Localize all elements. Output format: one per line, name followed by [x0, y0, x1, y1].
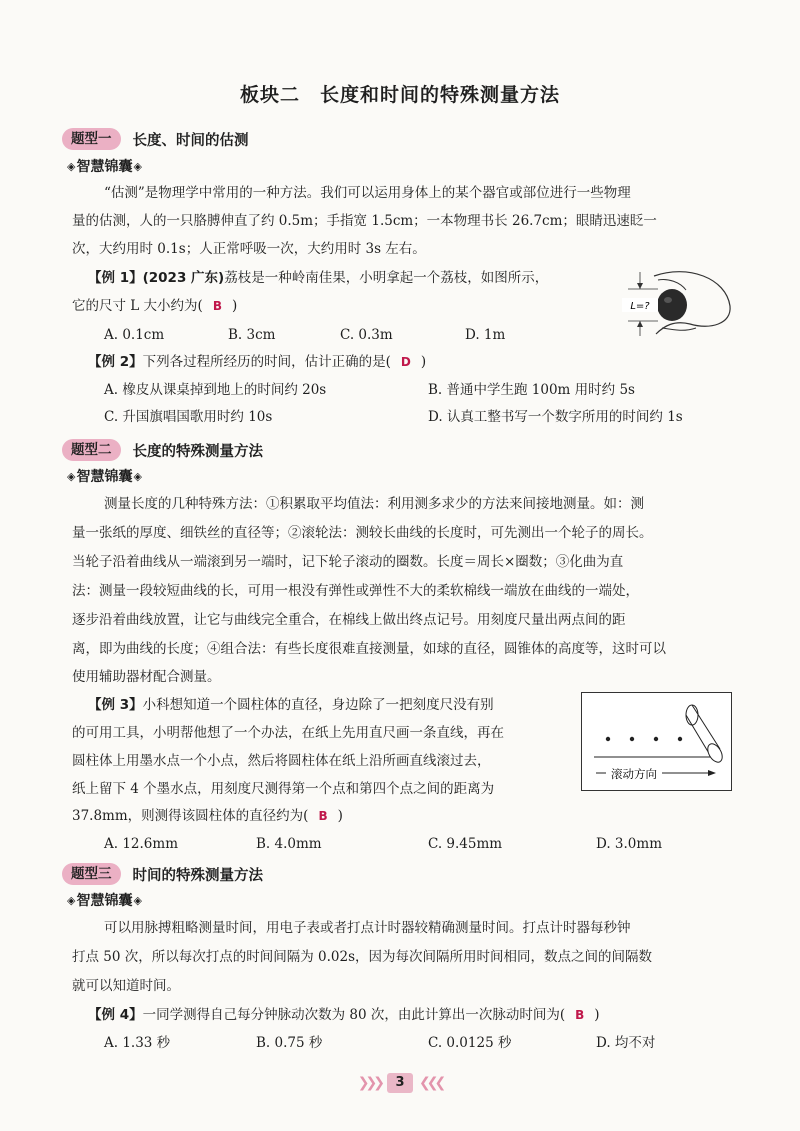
tips-text: 使用辅助器材配合测量。	[72, 669, 221, 685]
tips-text: 法：测量一段较短曲线的长，可用一根没有弹性或弹性不大的柔软棉线一端放在曲线的一端处，	[72, 583, 639, 599]
diamond-icon: ◈	[67, 893, 76, 907]
tips-text: 次，大约用时 0.1s；人正常呼吸一次，大约用时 3s 左右。	[72, 241, 426, 257]
section-title: 时间的特殊测量方法	[132, 867, 263, 884]
example-3-line: 纸上留下 4 个墨水点，用刻度尺测得第一个点和第四个点之间的距离为	[72, 781, 495, 797]
section-2-header	[62, 439, 263, 461]
diamond-icon: ◈	[133, 893, 142, 907]
option: D. 3.0mm	[596, 836, 662, 852]
example-3-line: 【例 3】小科想知道一个圆柱体的直径，身边除了一把刻度尺没有别	[88, 697, 494, 713]
section-title: 长度的特殊测量方法	[132, 443, 263, 460]
figure-label: 滚动方向	[611, 767, 657, 781]
tips-heading: ◈ 智慧锦囊 ◈	[67, 893, 142, 909]
example-3-line: 圆柱体上用墨水点一个小点，然后将圆柱体在纸上沿所画直线滚过去，	[72, 753, 491, 769]
example-label: 【例 2】	[88, 354, 143, 370]
option: D. 认真工整书写一个数字所用的时间约 1s	[428, 409, 683, 425]
tips-text: “估测”是物理学中常用的一种方法。我们可以运用身体上的某个器官或部位进行一些物理	[104, 185, 631, 201]
tips-text: 量一张纸的厚度、细铁丝的直径等；②滚轮法：测较长曲线的长度时，可先测出一个轮子的周长。	[72, 525, 653, 541]
option: B. 3cm	[228, 327, 276, 343]
section-tag: 题型一	[62, 128, 121, 150]
example-3-line: 的可用工具，小明帮他想了一个办法，在纸上先用直尺画一条直线，再在	[72, 725, 504, 741]
option: B. 4.0mm	[256, 836, 322, 852]
example-label: 【例 4】	[88, 1007, 143, 1023]
page-title: 板块二 长度和时间的特殊测量方法	[239, 84, 560, 106]
diamond-icon: ◈	[133, 159, 142, 173]
tips-text: 逐步沿着曲线放置，让它与曲线完全重合，在棉线上做出终点记号。用刻度尺量出两点间的距	[72, 612, 626, 628]
option: A. 1.33 秒	[104, 1035, 171, 1051]
option: C. 0.0125 秒	[428, 1035, 512, 1051]
double-chevron-right-icon: ❯❯❯	[357, 1075, 381, 1091]
answer-mark: B	[575, 1008, 585, 1022]
answer-mark: B	[212, 299, 222, 313]
section-title: 长度、时间的估测	[132, 132, 249, 149]
lychee-hand-figure	[598, 268, 733, 338]
tips-heading: ◈ 智慧锦囊 ◈	[67, 469, 142, 485]
example-source: (2023 广东)	[142, 270, 225, 286]
example-3-line: 37.8mm，则测得该圆柱体的直径约为( B )	[72, 808, 343, 824]
page-number-footer	[0, 1073, 800, 1093]
option: C. 0.3m	[340, 327, 393, 343]
page-number: 3	[387, 1073, 413, 1093]
diamond-icon: ◈	[67, 159, 76, 173]
option: D. 均不对	[596, 1035, 656, 1051]
example-4-question: 【例 4】一同学测得自己每分钟脉动次数为 80 次，由此计算出一次脉动时间为( B )	[88, 1007, 600, 1023]
section-tag: 题型二	[62, 439, 121, 461]
option: B. 0.75 秒	[256, 1035, 323, 1051]
diamond-icon: ◈	[67, 469, 76, 483]
tips-text: 打点 50 次，所以每次打点的时间间隔为 0.02s，因为每次间隔所用时间相同，数点之间的间隔数	[72, 949, 653, 965]
tips-text: 离，即为曲线的长度；④组合法：有些长度很难直接测量，如球的直径，圆锥体的高度等，这时可以	[72, 641, 666, 657]
tips-heading: ◈ 智慧锦囊 ◈	[67, 159, 142, 175]
example-label: 【例 1】	[88, 270, 143, 286]
figure-label: L=?	[630, 301, 650, 312]
tips-text: 测量长度的几种特殊方法：①积累取平均值法：利用测多求少的方法来间接地测量。如：测	[104, 496, 644, 512]
section-1-header	[62, 128, 249, 150]
option: A. 12.6mm	[104, 836, 178, 852]
diamond-icon: ◈	[133, 469, 142, 483]
option: A. 橡皮从课桌掉到地上的时间约 20s	[104, 382, 327, 398]
example-1-question-cont: 它的尺寸 L 大小约为( B )	[72, 298, 238, 314]
answer-mark: B	[318, 809, 328, 823]
option: C. 9.45mm	[428, 836, 503, 852]
tips-text: 可以用脉搏粗略测量时间，用电子表或者打点计时器较精确测量时间。打点计时器每秒钟	[104, 920, 631, 936]
answer-mark: D	[400, 355, 411, 369]
tips-text: 量的估测，人的一只胳膊伸直了约 0.5m；手指宽 1.5cm；一本物理书长 26.7cm；眼睛迅速眨一	[72, 213, 657, 229]
option: D. 1m	[465, 327, 506, 343]
example-label: 【例 3】	[88, 697, 143, 713]
option: B. 普通中学生跑 100m 用时约 5s	[428, 382, 635, 398]
example-1-question: 【例 1】(2023 广东)荔枝是一种岭南佳果，小明拿起一个荔枝，如图所示，	[88, 270, 549, 286]
double-chevron-left-icon: ❮❮❮	[419, 1075, 443, 1091]
rolling-cylinder-figure	[581, 692, 732, 791]
section-3-header	[62, 863, 263, 885]
tips-text: 当轮子沿着曲线从一端滚到另一端时，记下轮子滚动的圈数。长度＝周长×圈数；③化曲为直	[72, 554, 624, 570]
section-tag: 题型三	[62, 863, 121, 885]
option: C. 升国旗唱国歌用时约 10s	[104, 409, 273, 425]
example-2-question: 【例 2】下列各过程所经历的时间，估计正确的是( D )	[88, 354, 427, 370]
tips-text: 就可以知道时间。	[72, 978, 180, 994]
option: A. 0.1cm	[104, 327, 165, 343]
